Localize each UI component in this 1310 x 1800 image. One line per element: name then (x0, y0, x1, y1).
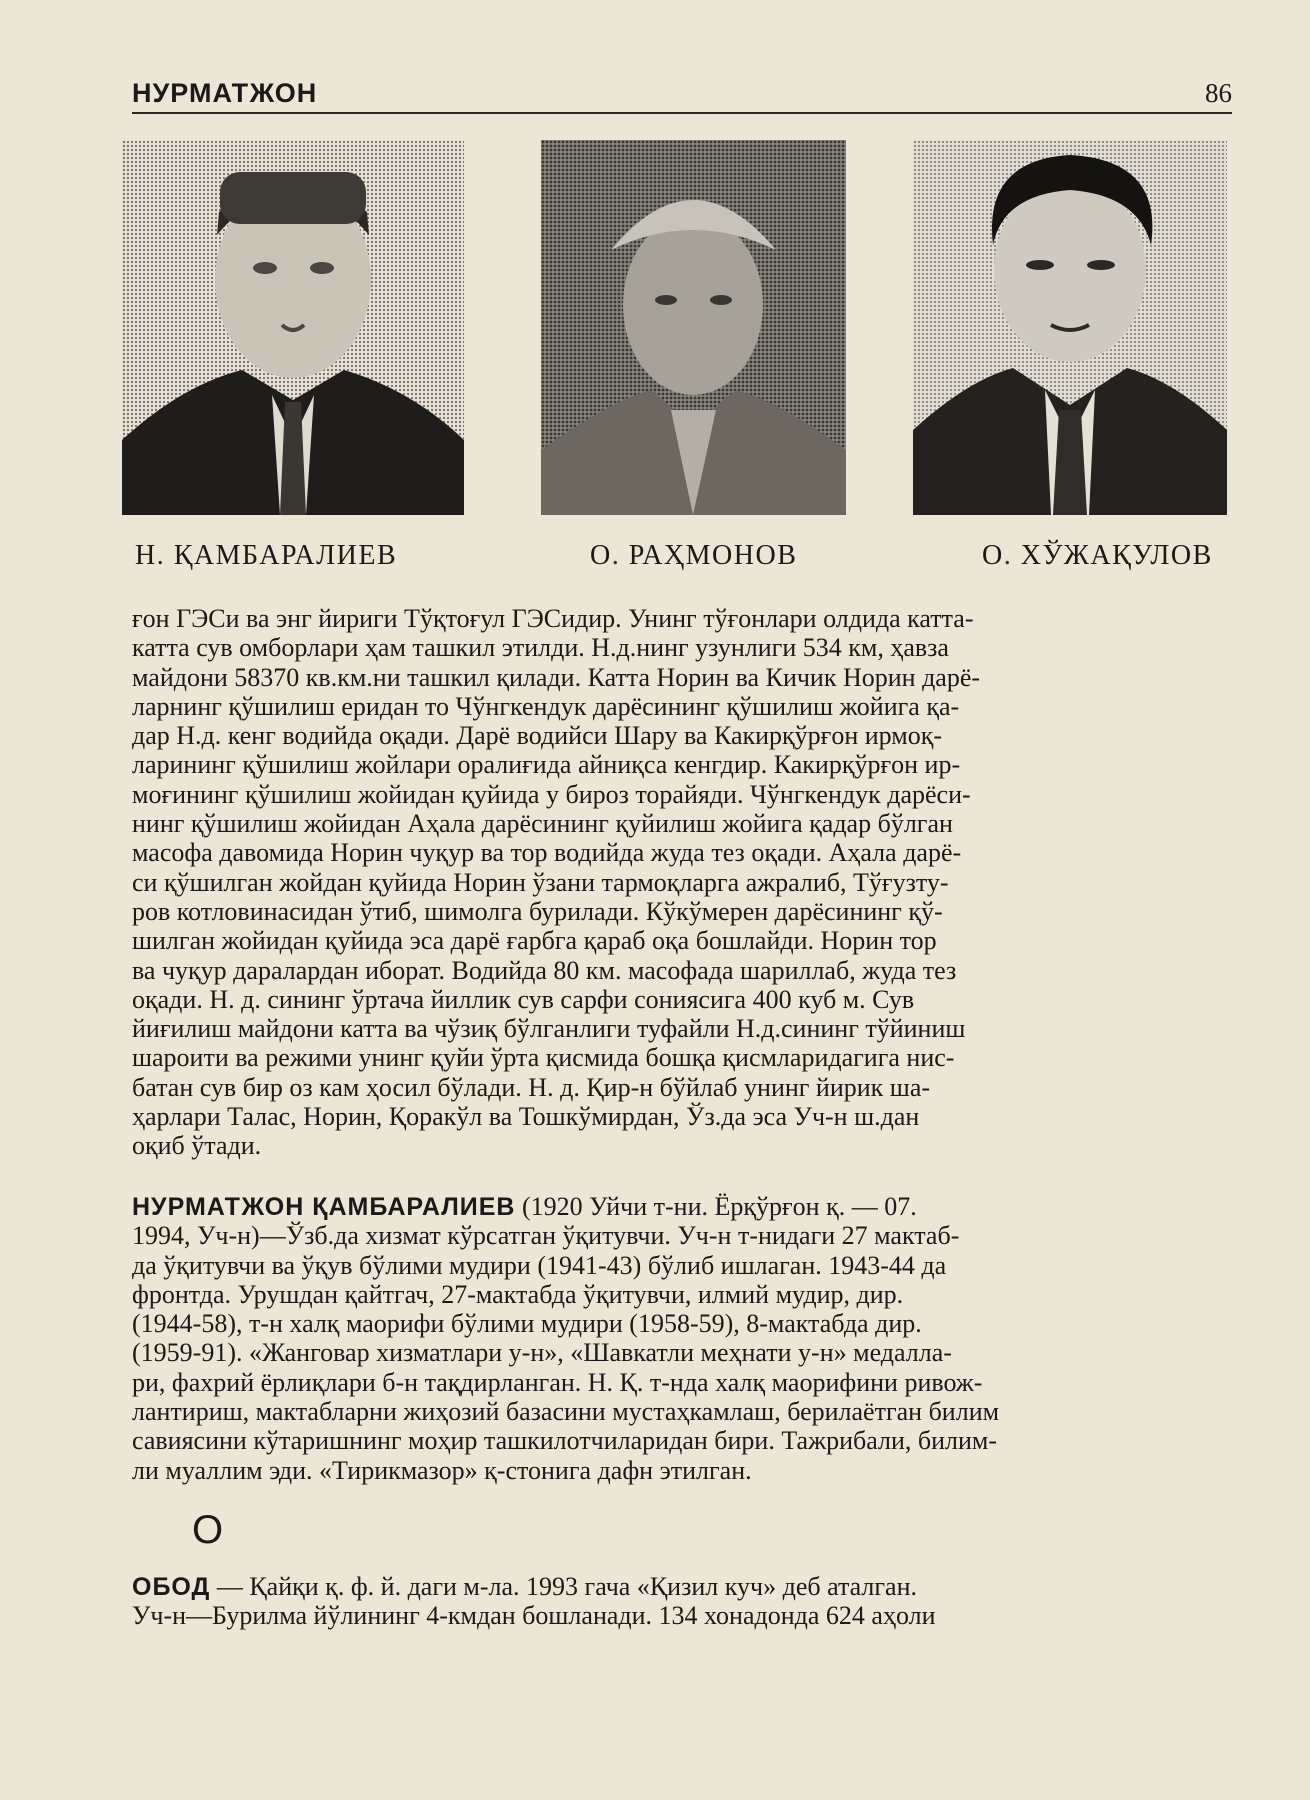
entry-line: да ўқитувчи ва ўқув бўлими мудири (1941-43) бўлиб ишлаган. 1943-44 да (132, 1250, 947, 1280)
continued-article-text (132, 604, 1232, 1161)
running-head (132, 78, 1232, 114)
body-line: дар Н.д. кенг водийда оқади. Дарё водийси Шару ва Какирқўрғон ирмоқ- (132, 721, 942, 751)
entry-line: 1994, Уч-н)—Ўзб.да хизмат кўрсатган ўқитувчи. Уч-н т-нидаги 27 мактаб- (132, 1221, 960, 1251)
portrait-photo-1 (122, 140, 464, 515)
entry-line: (1959-91). «Жанговар хизматлари у-н», «Шавкатли меҳнати у-н» медалла- (132, 1338, 952, 1368)
entry-first-line (132, 1572, 1232, 1601)
body-line: катта сув омборлари ҳам ташкил этилди. Н.д.нинг узунлиги 534 км, ҳавза (132, 633, 949, 663)
entry-line: Уч-н—Бурилма йўлининг 4-кмдан бошланади. 134 хонадонда 624 аҳоли (132, 1601, 936, 1631)
portrait-caption-3: О. ХЎЖАҚУЛОВ (982, 540, 1213, 571)
portrait-caption-2: О. РАҲМОНОВ (590, 540, 798, 571)
entry-first-line-text: — Қайқи қ. ф. й. даги м-ла. 1993 гача «Қизил куч» деб аталган. (210, 1572, 917, 1601)
portrait-photo-3 (913, 140, 1227, 515)
body-line: ғон ГЭСи ва энг йириги Тўқтоғул ГЭСидир. Унинг тўғонлари олдида катта- (132, 604, 974, 633)
portrait-photo-2 (541, 140, 846, 515)
body-line: шилган жойидан қуйида эса дарё ғарбга қараб оқа бошлайди. Норин тор (132, 926, 937, 956)
entry-line: ли муаллим эди. «Тирикмазор» қ-стонига дафн этилган. (132, 1455, 752, 1485)
section-letter: О (192, 1508, 224, 1552)
entry-headword: ОБОД (132, 1573, 211, 1601)
running-title: НУРМАТЖОН (132, 78, 318, 108)
body-line: оқади. Н. д. сининг ўртача йиллик сув сарфи сониясига 400 куб м. Сув (132, 984, 915, 1014)
body-line: оқиб ўтади. (132, 1131, 262, 1161)
body-line: масофа давомида Норин чуқур ва тор водийда жуда тез оқади. Аҳала дарё- (132, 838, 962, 868)
entry-line: лантириш, мактабларни жиҳозий базасини мустаҳкамлаш, берилаётган билим (132, 1397, 1000, 1427)
body-line: ҳарлари Талас, Норин, Қоракўл ва Тошкўмирдан, Ўз.да эса Уч-н ш.дан (132, 1102, 920, 1132)
page-number: 86 (1205, 78, 1232, 108)
body-line: нинг қўшилиш жойидан Аҳала дарёсининг қуйилиш жойига қадар бўлган (132, 809, 953, 839)
entry-first-line (132, 1192, 1232, 1221)
portrait-caption-1: Н. ҚАМБАРАЛИЕВ (135, 540, 398, 571)
entry-line: савиясини кўтаришнинг моҳир ташкилотчиларидан бири. Тажрибали, билим- (132, 1426, 998, 1456)
entry-kambaraliev (132, 1192, 1232, 1485)
body-line: йиғилиш майдони катта ва чўзиқ бўлганлиги туфайли Н.д.сининг тўйиниш (132, 1014, 966, 1044)
body-line: ларнинг қўшилиш еридан то Чўнгкендук дарёсининг қўшилиш жойига қа- (132, 691, 960, 721)
entry-line: ри, фахрий ёрлиқлари б-н тақдирланган. Н. Қ. т-нда халқ маорифини ривож- (132, 1367, 983, 1397)
body-line: моғининг қўшилиш жойидан қуйида у бироз торайяди. Чўнгкендук дарёси- (132, 779, 971, 809)
entry-line: (1944-58), т-н халқ маорифи бўлими мудири (1958-59), 8-мактабда дир. (132, 1309, 922, 1339)
portrait-row (0, 140, 1310, 520)
body-line: ва чуқур даралардан иборат. Водийда 80 км. масофада шариллаб, жуда тез (132, 955, 957, 985)
body-line: си қўшилган жойдан қуйида Норин ўзани тармоқларга ажралиб, Тўғузту- (132, 867, 949, 897)
body-line: шароити ва режими унинг қуйи ўрта қисмида бошқа қисмларидагига нис- (132, 1043, 955, 1073)
entry-first-line-text: (1920 Уйчи т-ни. Ёрқўрғон қ. — 07. (515, 1192, 917, 1221)
body-line: батан сув бир оз кам ҳосил бўлади. Н. д. Қир-н бўйлаб унинг йирик ша- (132, 1072, 931, 1102)
entry-line: фронтда. Урушдан қайтгач, 27-мактабда ўқитувчи, илмий мудир, дир. (132, 1279, 904, 1309)
body-line: майдони 58370 кв.км.ни ташкил қилади. Катта Норин ва Кичик Норин дарё- (132, 662, 981, 692)
entry-obod (132, 1572, 1232, 1631)
entry-headword: НУРМАТЖОН ҚАМБАРАЛИЕВ (132, 1193, 516, 1221)
body-line: ров котловинасидан ўтиб, шимолга бурилади. Кўкўмерен дарёсининг қў- (132, 896, 943, 926)
body-line: ларининг қўшилиш жойлари оралиғида айниқса кенгдир. Какирқўрғон ир- (132, 750, 961, 780)
